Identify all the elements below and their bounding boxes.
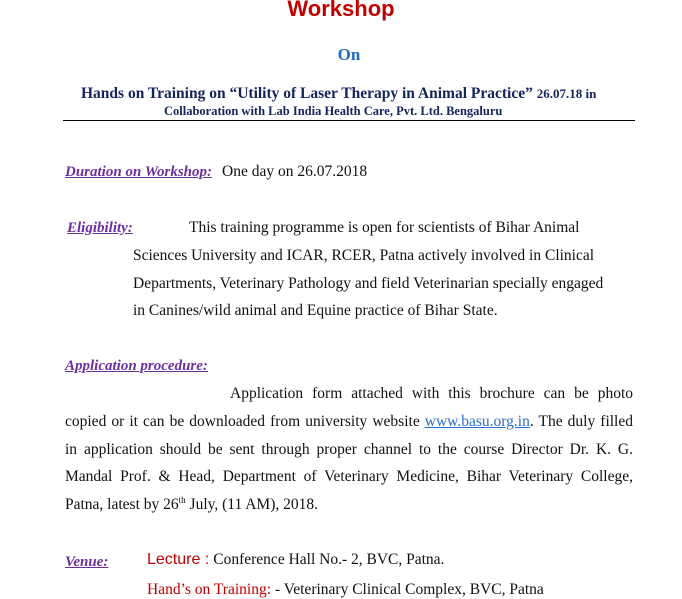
venue-heading: Venue: xyxy=(65,554,109,570)
application-line-4: Mandal Prof. & Head, Department of Veterinary Medicine, Bihar Veterinary College, xyxy=(65,468,633,485)
duration-value: One day on 26.07.2018 xyxy=(222,163,368,180)
application-line-5 xyxy=(65,496,318,514)
collaboration-line: Collaboration with Lab India Health Care, Pvt. Ltd. Bengaluru xyxy=(164,104,503,118)
deadline-pre: Patna, latest by 26 xyxy=(65,496,179,513)
eligibility-line-4: in Canines/wild animal and Equine practice of Bihar State. xyxy=(133,302,498,319)
subtitle-date: 26.07.18 in xyxy=(536,86,597,101)
application-line-3: in application should be sent through proper channel to the course Director Dr. K. G. xyxy=(65,441,633,458)
eligibility-heading-wrap xyxy=(67,219,133,237)
deadline-post: July, (11 AM), 2018. xyxy=(185,496,318,513)
duration-heading: Duration on Workshop: xyxy=(65,164,212,180)
venue-lecture-value: Conference Hall No.- 2, BVC, Patna. xyxy=(213,551,445,568)
application-line-2-post: . The duly filled xyxy=(529,413,633,430)
venue-lecture xyxy=(147,551,444,569)
application-line-2 xyxy=(65,413,633,431)
eligibility-line-1: This training programme is open for scientists of Bihar Animal xyxy=(189,219,580,236)
venue-lecture-label: Lecture : xyxy=(147,551,210,568)
eligibility-line-3: Departments, Veterinary Pathology and field Veterinarian specially engaged xyxy=(133,275,604,292)
application-heading: Application procedure: xyxy=(65,358,208,374)
duration-section xyxy=(65,163,367,181)
workshop-subtitle xyxy=(81,85,596,103)
subtitle-main: Hands on Training on “Utility of Laser Therapy in Animal Practice” xyxy=(81,85,533,102)
university-website-link[interactable]: www.basu.org.in xyxy=(424,413,530,430)
venue-heading-wrap xyxy=(65,553,108,571)
application-line-1: Application form attached with this brochure can be photo xyxy=(230,385,633,402)
document-title: Workshop xyxy=(287,0,395,21)
application-line-2-pre: copied or it can be downloaded from university website xyxy=(65,413,420,430)
venue-training-value: - Veterinary Clinical Complex, BVC, Patna xyxy=(275,581,544,598)
title-connector: On xyxy=(337,45,361,64)
eligibility-line-2: Sciences University and ICAR, RCER, Patna actively involved in Clinical xyxy=(133,247,595,264)
deadline-sup: th xyxy=(178,494,186,505)
venue-training xyxy=(147,581,544,599)
venue-training-label: Hand’s on Training: xyxy=(147,581,272,598)
eligibility-heading: Eligibility: xyxy=(67,220,133,236)
header-divider xyxy=(63,120,635,121)
application-heading-wrap xyxy=(65,357,208,375)
